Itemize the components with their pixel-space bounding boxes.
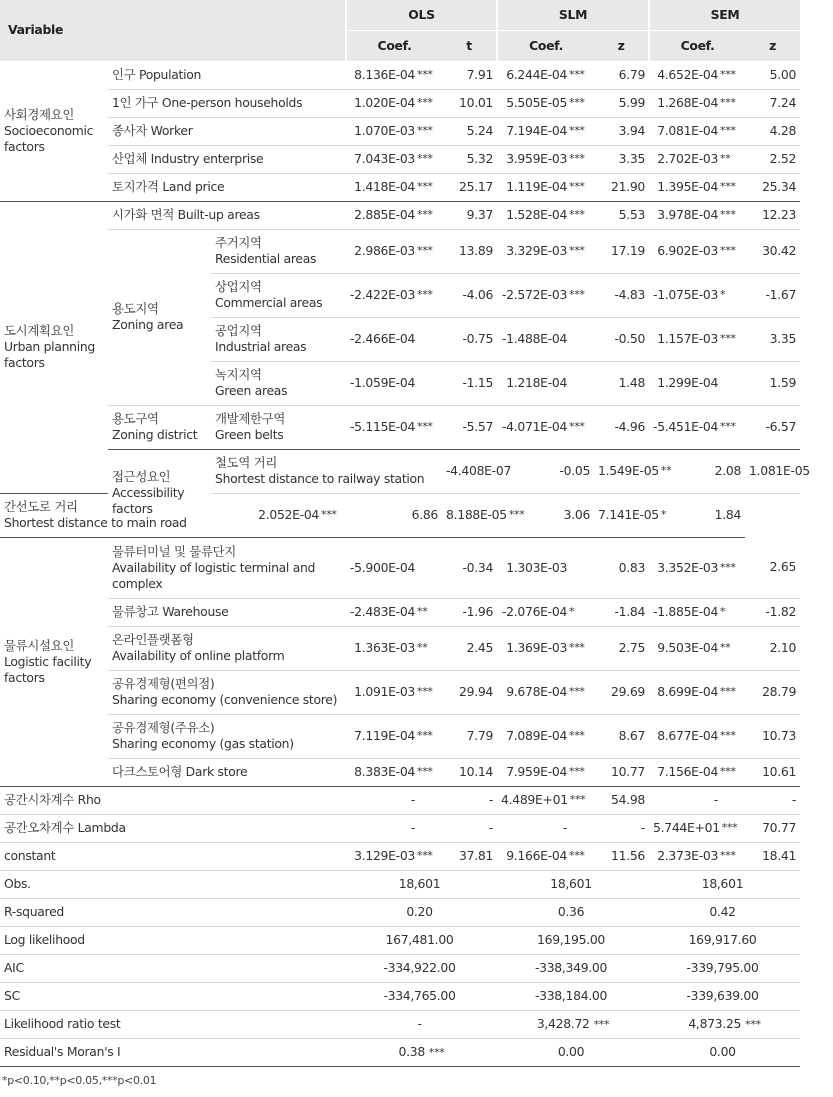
stat-row [0, 954, 800, 982]
sem-stat-cell: 7.24 [745, 89, 800, 117]
table-row [0, 598, 800, 626]
variable-label: 개발제한구역 Green belts [211, 405, 346, 449]
sem-stat-cell: -6.57 [745, 405, 800, 449]
significance-stars: ** [720, 641, 731, 654]
ols-stat-value: - [346, 1010, 497, 1038]
ols-stat-cell: -5.57 [442, 405, 497, 449]
ols-stat-cell: 5.32 [442, 145, 497, 173]
group-label-socioeconomic: 사회경제요인 Socioeconomic factors [0, 61, 108, 201]
variable-label: constant [0, 842, 346, 870]
significance-stars [433, 906, 437, 919]
slm-stat-value: 0.36 [497, 898, 649, 926]
significance-stars: *** [720, 244, 736, 257]
sem-coef-cell: 1.157E-03 *** [649, 317, 745, 361]
table-body [0, 61, 810, 1066]
variable-label: 공간오차계수 Lambda [0, 814, 346, 842]
slm-stat-value: 0.00 [497, 1038, 649, 1066]
sem-coef-cell: -1.885E-04 * [649, 598, 745, 626]
slm-coef-cell: 8.188E-05 *** [442, 493, 497, 537]
group-label-logistic-facility: 물류시설요인 Logistic facility factors [0, 537, 108, 786]
sem-stat-cell: 2.65 [745, 537, 800, 598]
significance-stars: * [720, 288, 726, 301]
slm-coef-cell: -1.488E-04 [497, 317, 594, 361]
slm-stat-cell: 3.06 [497, 493, 594, 537]
significance-stars: *** [569, 96, 585, 109]
ols-stat-value: 0.20 [346, 898, 497, 926]
significance-stars [456, 990, 460, 1003]
ols-coef-cell: -4.408E-07 [442, 449, 497, 493]
slm-coef-cell: 1.549E-05 ** [594, 449, 649, 493]
variable-label: 물류터미널 및 물류단지 Availability of logistic terminal and complex [108, 537, 346, 598]
sem-stat-value: -339,795.00 [649, 954, 800, 982]
significance-stars: *** [720, 849, 736, 862]
significance-stars [759, 990, 763, 1003]
table-row [0, 842, 800, 870]
table-row [0, 537, 800, 598]
variable-label: 간선도로 거리 Shortest distance to main road [0, 493, 211, 537]
significance-stars: *** [569, 152, 585, 165]
significance-stars: *** [417, 180, 433, 193]
sem-coef-cell: 1.299E-04 [649, 361, 745, 405]
significance-stars: *** [721, 821, 738, 834]
variable-label: 산업체 Industry enterprise [108, 145, 346, 173]
significance-stars: ** [720, 152, 731, 165]
sem-stat-cell: 12.23 [745, 201, 800, 229]
significance-stars: *** [745, 1017, 761, 1031]
significance-stars: ** [417, 605, 428, 618]
slm-stat-cell: 2.75 [594, 626, 649, 670]
sem-stat-value: 169,917.60 [649, 926, 800, 954]
slm-coef-cell: - [497, 814, 594, 842]
ols-stat-cell: 13.89 [442, 229, 497, 273]
significance-stars: *** [720, 765, 736, 778]
significance-stars [422, 1018, 426, 1031]
significance-stars [454, 934, 458, 947]
sem-stat-cell: 1.59 [745, 361, 800, 405]
sem-stat-cell: 3.35 [745, 317, 800, 361]
ols-coef-cell: -2.422E-03 *** [346, 273, 442, 317]
sem-stat-cell: 28.79 [745, 670, 800, 714]
significance-stars: *** [720, 67, 736, 81]
sem-coef-cell: 2.702E-03 ** [649, 145, 745, 173]
ols-stat-value: 0.38 *** [346, 1038, 497, 1066]
model-header-sem: SEM [649, 0, 800, 31]
stat-row [0, 982, 800, 1010]
ols-stat-cell: -1.15 [442, 361, 497, 405]
sem-stat-value: 0.42 [649, 898, 800, 926]
sem-stat-cell: 5.00 [745, 61, 800, 89]
slm-stat-cell: -4.96 [594, 405, 649, 449]
col-header-ols-coef: Coef. [346, 31, 442, 62]
slm-coef-cell: 9.678E-04 *** [497, 670, 594, 714]
sem-stat-cell: - [745, 786, 800, 814]
stat-label: Likelihood ratio test [0, 1010, 346, 1038]
subgroup-label-zoning-district: 용도구역 Zoning district [108, 405, 211, 449]
table-row [0, 405, 800, 449]
table-row [0, 626, 800, 670]
ols-coef-cell: -5.900E-04 [346, 537, 442, 598]
slm-coef-cell: 1.369E-03 *** [497, 626, 594, 670]
significance-stars: *** [417, 849, 433, 862]
significance-stars: *** [569, 67, 585, 81]
significance-stars [584, 1046, 588, 1059]
variable-label: 공간시차계수 Rho [0, 786, 346, 814]
significance-stars: *** [417, 244, 433, 257]
table-row [0, 449, 800, 493]
slm-stat-cell: - [594, 814, 649, 842]
significance-stars: *** [720, 729, 736, 742]
significance-stars: *** [417, 124, 433, 137]
significance-stars: *** [720, 332, 736, 345]
significance-stars: *** [417, 729, 433, 742]
footnote: *p<0.10,**p<0.05,***p<0.01 [2, 1073, 157, 1087]
stat-label: SC [0, 982, 346, 1010]
ols-stat-cell: -0.34 [442, 537, 497, 598]
significance-stars: *** [720, 124, 736, 137]
significance-stars: *** [569, 208, 585, 221]
ols-coef-cell: -5.115E-04 *** [346, 405, 442, 449]
ols-stat-cell: 7.91 [442, 61, 497, 89]
ols-stat-cell: - [442, 786, 497, 814]
table-row [0, 758, 800, 786]
significance-stars: *** [569, 124, 585, 137]
variable-header: Variable [0, 0, 346, 61]
ols-coef-cell: 2.986E-03 *** [346, 229, 442, 273]
sem-coef-cell: 1.395E-04 *** [649, 173, 745, 201]
significance-stars [584, 906, 588, 919]
ols-coef-cell: 8.136E-04 *** [346, 61, 442, 89]
sem-stat-cell: 2.10 [745, 626, 800, 670]
significance-stars: * [660, 508, 667, 521]
slm-coef-cell: -4.071E-04 *** [497, 405, 594, 449]
significance-stars: *** [569, 420, 585, 433]
slm-coef-cell: 9.166E-04 *** [497, 842, 594, 870]
significance-stars: *** [428, 1045, 445, 1059]
table-row [0, 89, 800, 117]
slm-coef-cell: 4.489E+01 *** [497, 786, 594, 814]
ols-stat-cell: 25.17 [442, 173, 497, 201]
sem-coef-cell: 7.156E-04 *** [649, 758, 745, 786]
sem-stat-cell: 1.84 [649, 493, 745, 537]
model-header-slm: SLM [497, 0, 649, 31]
significance-stars: ** [417, 641, 428, 654]
significance-stars: *** [569, 288, 585, 301]
sem-coef-cell: 5.744E+01 *** [649, 814, 745, 842]
sem-coef-cell: 8.677E-04 *** [649, 714, 745, 758]
slm-stat-cell: 0.83 [594, 537, 649, 598]
variable-label: 인구 Population [108, 61, 346, 89]
sem-stat-cell: 18.41 [745, 842, 800, 870]
ols-stat-cell: 10.14 [442, 758, 497, 786]
variable-label: 공업지역 Industrial areas [211, 317, 346, 361]
slm-coef-cell: 7.194E-04 *** [497, 117, 594, 145]
ols-coef-cell: 1.363E-03 ** [346, 626, 442, 670]
slm-stat-value: -338,349.00 [497, 954, 649, 982]
variable-label: 종사자 Worker [108, 117, 346, 145]
ols-stat-cell: 9.37 [442, 201, 497, 229]
significance-stars: *** [417, 208, 433, 221]
significance-stars: *** [569, 244, 585, 257]
significance-stars [440, 878, 444, 891]
variable-label: 시가화 면적 Built-up areas [108, 201, 346, 229]
ols-coef-cell: 3.129E-03 *** [346, 842, 442, 870]
ols-stat-cell: - [442, 814, 497, 842]
table-row [0, 61, 800, 89]
model-header-ols: OLS [346, 0, 497, 31]
slm-stat-cell: -1.84 [594, 598, 649, 626]
variable-label: 주거지역 Residential areas [211, 229, 346, 273]
slm-coef-cell: 1.218E-04 [497, 361, 594, 405]
sem-coef-cell: 8.699E-04 *** [649, 670, 745, 714]
sem-stat-cell: 10.61 [745, 758, 800, 786]
significance-stars: *** [417, 765, 433, 778]
variable-label: 물류창고 Warehouse [108, 598, 346, 626]
table-row [0, 814, 800, 842]
ols-coef-cell: 8.383E-04 *** [346, 758, 442, 786]
slm-stat-value: 18,601 [497, 870, 649, 898]
slm-stat-cell: 5.53 [594, 201, 649, 229]
ols-coef-cell: -1.059E-04 [346, 361, 442, 405]
variable-label: 다크스토어형 Dark store [108, 758, 346, 786]
significance-stars: *** [569, 729, 585, 742]
sem-stat-cell: -1.82 [745, 598, 800, 626]
significance-stars: *** [417, 288, 433, 301]
slm-coef-cell: 5.505E-05 *** [497, 89, 594, 117]
stat-label: Residual's Moran's I [0, 1038, 346, 1066]
sem-coef-cell: -1.075E-03 * [649, 273, 745, 317]
significance-stars: *** [508, 508, 525, 521]
ols-stat-cell: -0.05 [497, 449, 594, 493]
variable-label: 온라인플랫폼형 Availability of online platform [108, 626, 346, 670]
ols-coef-cell: 7.119E-04 *** [346, 714, 442, 758]
stat-label: AIC [0, 954, 346, 982]
slm-stat-cell: 5.99 [594, 89, 649, 117]
sem-coef-cell: 3.352E-03 *** [649, 537, 745, 598]
ols-stat-cell: 2.45 [442, 626, 497, 670]
stat-label: R-squared [0, 898, 346, 926]
slm-stat-value: 3,428.72 *** [497, 1010, 649, 1038]
stat-row [0, 898, 800, 926]
sem-stat-cell: 4.28 [745, 117, 800, 145]
sem-stat-cell: 70.77 [745, 814, 800, 842]
sem-stat-cell: 2.52 [745, 145, 800, 173]
table-row [0, 670, 800, 714]
ols-stat-value: 18,601 [346, 870, 497, 898]
sem-coef-cell: -5.451E-04 *** [649, 405, 745, 449]
ols-stat-cell: -0.75 [442, 317, 497, 361]
slm-stat-cell: 1.48 [594, 361, 649, 405]
sem-coef-cell: 9.503E-04 ** [649, 626, 745, 670]
ols-stat-value: 167,481.00 [346, 926, 497, 954]
significance-stars [757, 934, 761, 947]
table-row [0, 786, 800, 814]
ols-stat-cell: 37.81 [442, 842, 497, 870]
sem-coef-cell: 2.373E-03 *** [649, 842, 745, 870]
ols-coef-cell: 7.043E-03 *** [346, 145, 442, 173]
ols-coef-cell: 1.020E-04 *** [346, 89, 442, 117]
sem-stat-cell: -1.67 [745, 273, 800, 317]
table-row [0, 173, 800, 201]
significance-stars [759, 962, 763, 975]
slm-coef-cell: 6.244E-04 *** [497, 61, 594, 89]
sem-coef-cell: 4.652E-04 *** [649, 61, 745, 89]
sem-coef-cell: 1.081E-05 [745, 449, 800, 493]
significance-stars: *** [720, 560, 736, 574]
slm-coef-cell: 3.959E-03 *** [497, 145, 594, 173]
significance-stars: *** [720, 208, 736, 221]
slm-stat-cell: -0.50 [594, 317, 649, 361]
ols-coef-cell: 1.418E-04 *** [346, 173, 442, 201]
stat-label: Obs. [0, 870, 346, 898]
slm-coef-cell: -2.076E-04 * [497, 598, 594, 626]
ols-stat-cell: 5.24 [442, 117, 497, 145]
ols-coef-cell: -2.483E-04 ** [346, 598, 442, 626]
significance-stars: *** [569, 180, 585, 193]
significance-stars [736, 906, 740, 919]
significance-stars [456, 962, 460, 975]
stat-row [0, 1038, 800, 1066]
significance-stars: *** [720, 685, 736, 698]
slm-coef-cell: 3.329E-03 *** [497, 229, 594, 273]
ols-stat-cell: 10.01 [442, 89, 497, 117]
significance-stars: *** [321, 508, 337, 521]
significance-stars: *** [417, 96, 433, 109]
sem-coef-cell: 3.978E-04 *** [649, 201, 745, 229]
stat-row [0, 870, 800, 898]
ols-coef-cell: - [346, 786, 442, 814]
significance-stars: *** [417, 152, 433, 165]
significance-stars: *** [720, 180, 736, 193]
significance-stars: *** [417, 685, 433, 698]
stat-label: Log likelihood [0, 926, 346, 954]
variable-label: 공유경제형(편의점) Sharing economy (convenience store) [108, 670, 346, 714]
ols-coef-cell: - [346, 814, 442, 842]
ols-stat-cell: 29.94 [442, 670, 497, 714]
slm-stat-cell: 29.69 [594, 670, 649, 714]
slm-stat-cell: 6.79 [594, 61, 649, 89]
slm-stat-cell: 2.08 [649, 449, 745, 493]
table-row [0, 229, 800, 273]
variable-label: 토지가격 Land price [108, 173, 346, 201]
slm-stat-value: -338,184.00 [497, 982, 649, 1010]
ols-coef-cell: 2.885E-04 *** [346, 201, 442, 229]
variable-label: 1인 가구 One-person households [108, 89, 346, 117]
slm-stat-cell: 17.19 [594, 229, 649, 273]
significance-stars: *** [720, 420, 736, 433]
sem-stat-cell: 30.42 [745, 229, 800, 273]
significance-stars: * [720, 605, 726, 618]
significance-stars [592, 878, 596, 891]
variable-label: 공유경제형(주유소) Sharing economy (gas station) [108, 714, 346, 758]
table-row [0, 201, 800, 229]
slm-coef-cell: 1.528E-04 *** [497, 201, 594, 229]
significance-stars: ** [660, 464, 672, 477]
significance-stars: *** [417, 420, 433, 433]
slm-stat-cell: 10.77 [594, 758, 649, 786]
significance-stars: *** [569, 685, 585, 698]
variable-label: 상업지역 Commercial areas [211, 273, 346, 317]
sem-coef-cell: - [649, 786, 745, 814]
sem-coef-cell: 7.081E-04 *** [649, 117, 745, 145]
slm-stat-value: 169,195.00 [497, 926, 649, 954]
sem-stat-cell: 25.34 [745, 173, 800, 201]
col-header-slm-coef: Coef. [497, 31, 594, 62]
significance-stars: *** [569, 641, 585, 654]
slm-coef-cell: 1.119E-04 *** [497, 173, 594, 201]
slm-stat-cell: 21.90 [594, 173, 649, 201]
table-row [0, 145, 800, 173]
slm-coef-cell: -2.572E-03 *** [497, 273, 594, 317]
sem-coef-cell: 1.268E-04 *** [649, 89, 745, 117]
stat-row [0, 926, 800, 954]
slm-coef-cell: 7.959E-04 *** [497, 758, 594, 786]
table-row [0, 714, 800, 758]
sem-stat-cell: 10.73 [745, 714, 800, 758]
sem-coef-cell: 6.902E-03 *** [649, 229, 745, 273]
significance-stars [743, 878, 747, 891]
significance-stars [736, 1046, 740, 1059]
variable-label: 철도역 거리 Shortest distance to railway station [211, 449, 442, 493]
slm-stat-cell: 8.67 [594, 714, 649, 758]
significance-stars [607, 962, 611, 975]
ols-coef-cell: 1.091E-03 *** [346, 670, 442, 714]
slm-stat-cell: 3.35 [594, 145, 649, 173]
variable-label: 녹지지역 Green areas [211, 361, 346, 405]
significance-stars: * [569, 605, 575, 618]
group-label-accessibility: 접근성요인 Accessibility factors [108, 449, 211, 537]
ols-stat-value: -334,765.00 [346, 982, 497, 1010]
ols-stat-value: -334,922.00 [346, 954, 497, 982]
stat-row [0, 1010, 800, 1038]
table-row [0, 117, 800, 145]
ols-stat-cell: 7.79 [442, 714, 497, 758]
sem-coef-cell: 7.141E-05 * [594, 493, 649, 537]
slm-stat-cell: 11.56 [594, 842, 649, 870]
ols-coef-cell: -2.466E-04 [346, 317, 442, 361]
sem-stat-value: 0.00 [649, 1038, 800, 1066]
col-header-sem-z: z [745, 31, 800, 62]
sem-stat-value: 18,601 [649, 870, 800, 898]
ols-stat-cell: -1.96 [442, 598, 497, 626]
slm-stat-cell: 3.94 [594, 117, 649, 145]
col-header-sem-coef: Coef. [649, 31, 745, 62]
significance-stars: *** [720, 96, 736, 109]
sem-stat-value: -339,639.00 [649, 982, 800, 1010]
subgroup-label-zoning-area: 용도지역 Zoning area [108, 229, 211, 405]
significance-stars: *** [569, 765, 585, 778]
significance-stars: *** [417, 67, 433, 81]
group-label-urban-planning: 도시계획요인 Urban planning factors [0, 201, 108, 493]
slm-stat-cell: -4.83 [594, 273, 649, 317]
ols-stat-cell: -4.06 [442, 273, 497, 317]
slm-stat-cell: 54.98 [594, 786, 649, 814]
significance-stars: *** [569, 849, 585, 862]
ols-coef-cell: 1.070E-03 *** [346, 117, 442, 145]
significance-stars [607, 990, 611, 1003]
ols-stat-cell: 6.86 [346, 493, 442, 537]
col-header-ols-t: t [442, 31, 497, 62]
slm-coef-cell: 7.089E-04 *** [497, 714, 594, 758]
ols-coef-cell: 2.052E-04 *** [211, 493, 346, 537]
slm-coef-cell: 1.303E-03 [497, 537, 594, 598]
significance-stars [605, 934, 609, 947]
sem-stat-value: 4,873.25 *** [649, 1010, 800, 1038]
significance-stars: *** [569, 793, 586, 806]
col-header-slm-z: z [594, 31, 649, 62]
significance-stars: *** [593, 1017, 610, 1031]
